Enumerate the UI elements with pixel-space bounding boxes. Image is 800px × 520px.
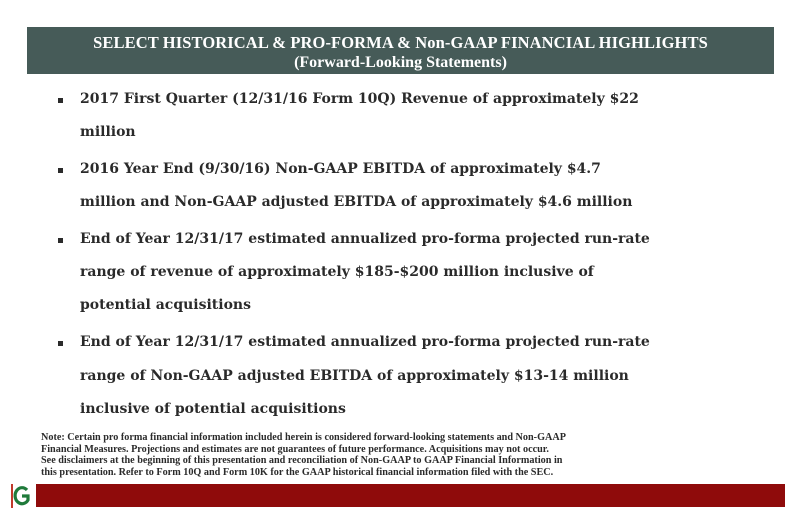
bullet-line: inclusive of potential acquisitions <box>80 401 346 417</box>
note-line: See disclaimers at the beginning of this presentation and reconciliation of Non-GAAP to GAAP Financial Information in <box>41 455 563 466</box>
bullet-line: 2017 First Quarter (12/31/16 Form 10Q) Revenue of approximately $22 <box>80 91 639 107</box>
bullet-line: End of Year 12/31/17 estimated annualized pro-forma projected run-rate <box>80 334 650 350</box>
disclaimer-note <box>41 432 761 478</box>
bullet-line: range of revenue of approximately $185-$200 million inclusive of <box>80 264 594 280</box>
bullet-line: 2016 Year End (9/30/16) Non-GAAP EBITDA of approximately $4.7 <box>80 161 601 177</box>
bullet-line: range of Non-GAAP adjusted EBITDA of approximately $13-14 million <box>80 368 629 384</box>
bullet-marker <box>58 168 63 173</box>
bullet-line: End of Year 12/31/17 estimated annualized pro-forma projected run-rate <box>80 231 650 247</box>
bullet-marker <box>58 98 63 103</box>
bullet-line: million <box>80 124 136 140</box>
slide-title: SELECT HISTORICAL & PRO-FORMA & Non-GAAP FINANCIAL HIGHLIGHTS <box>93 33 708 52</box>
footer-bar <box>36 484 785 507</box>
note-line: Financial Measures. Projections and estimates are not guarantees of future performance. Acquisitions may not occur. <box>41 443 549 455</box>
slide-subtitle: (Forward-Looking Statements) <box>294 54 507 71</box>
bullet-marker <box>58 341 63 346</box>
bullet-marker <box>58 238 63 243</box>
note-line: this presentation. Refer to Form 10Q and Form 10K for the GAAP historical financial information filed with the SEC. <box>41 466 554 478</box>
bullet-line: million and Non-GAAP adjusted EBITDA of approximately $4.6 million <box>80 194 633 210</box>
slide-header <box>27 27 774 74</box>
note-line: Note: Certain pro forma financial information included herein is considered forward-looking statements and Non-GAAP <box>41 432 566 443</box>
bullet-line: potential acquisitions <box>80 297 251 313</box>
g-logo-icon <box>10 483 32 509</box>
